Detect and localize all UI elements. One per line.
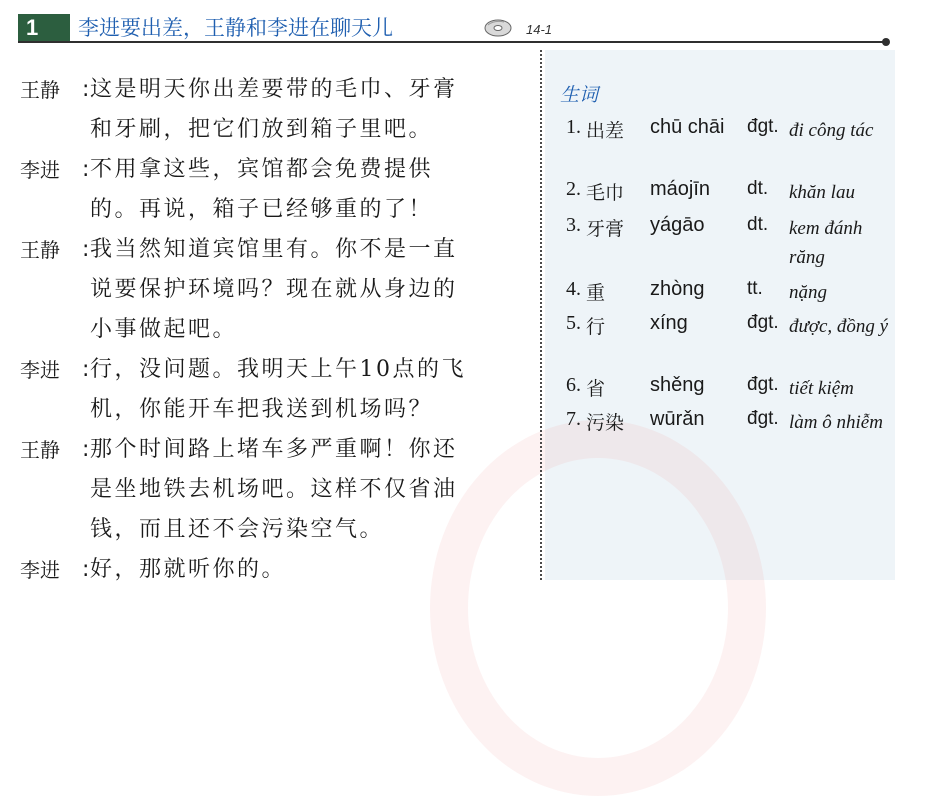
vocab-number: 7. <box>566 408 581 430</box>
section-number-text: 1 <box>26 15 39 40</box>
speaker-name: 王静 <box>20 438 60 462</box>
speaker-colon: : <box>82 357 90 382</box>
dialogue-line <box>20 550 500 590</box>
dialogue-text: 行，没问题。我明天上午10点的飞 <box>90 357 466 382</box>
dialogue-line <box>20 510 500 550</box>
vocab-number: 2. <box>566 178 581 200</box>
vocab-item <box>566 374 896 408</box>
dialogue-text: 是坐地铁去机场吧。这样不仅省油 <box>90 477 458 502</box>
dialogue-line <box>20 70 500 110</box>
speaker-name: 李进 <box>20 558 60 582</box>
speaker-colon: : <box>82 157 90 182</box>
vocab-hanzi: 毛巾 <box>586 182 625 204</box>
audio-track-label: 14-1 <box>526 22 553 37</box>
vocab-part-of-speech: đgt. <box>747 116 779 137</box>
dialogue-line <box>20 430 500 470</box>
vocab-meaning: làm ô nhiễm <box>789 412 883 433</box>
vocab-number: 4. <box>566 278 581 300</box>
vocab-part-of-speech: đgt. <box>747 312 779 333</box>
header-rule-dot <box>882 38 890 46</box>
vocab-pinyin: yágāo <box>650 214 705 236</box>
vocab-part-of-speech: tt. <box>747 278 763 299</box>
speaker-name: 王静 <box>20 78 60 102</box>
column-separator <box>540 50 542 580</box>
vocab-pinyin: xíng <box>650 312 688 334</box>
vocab-meaning: nặng <box>789 282 827 303</box>
vocab-hanzi: 牙膏 <box>586 218 625 240</box>
dialogue-text: 好，那就听你的。 <box>90 557 287 582</box>
vocab-pinyin: shěng <box>650 374 705 396</box>
vocab-item <box>566 278 896 312</box>
vocab-number: 5. <box>566 312 581 334</box>
vocab-pinyin: chū chāi <box>650 116 725 138</box>
vocab-part-of-speech: dt. <box>747 214 769 235</box>
vocab-meaning: khăn lau <box>789 182 855 203</box>
vocab-pinyin: zhòng <box>650 278 705 300</box>
header-rule <box>18 41 886 43</box>
vocab-hanzi: 重 <box>586 282 606 304</box>
vocab-number: 3. <box>566 214 581 236</box>
audio-cd-icon[interactable] <box>484 18 512 38</box>
vocab-hanzi: 污染 <box>586 412 625 434</box>
dialogue-text: 这是明天你出差要带的毛巾、牙膏 <box>90 77 458 102</box>
vocab-meaning: tiết kiệm <box>789 378 854 399</box>
dialogue-line <box>20 390 500 430</box>
dialogue-text: 不用拿这些，宾馆都会免费提供 <box>90 157 434 182</box>
dialogue-line <box>20 310 500 350</box>
dialogue-line <box>20 110 500 150</box>
dialogue <box>20 70 500 590</box>
dialogue-line <box>20 150 500 190</box>
vocab-hanzi: 出差 <box>586 120 625 142</box>
dialogue-text: 机，你能开车把我送到机场吗？ <box>90 397 434 422</box>
dialogue-text: 我当然知道宾馆里有。你不是一直 <box>90 237 458 262</box>
section-number <box>18 14 70 42</box>
vocab-title: 生词 <box>560 84 599 106</box>
dialogue-line <box>20 270 500 310</box>
vocab-item <box>566 116 896 178</box>
dialogue-line <box>20 350 500 390</box>
vocab-item <box>566 214 896 278</box>
speaker-colon: : <box>82 77 90 102</box>
vocab-pinyin: wūrǎn <box>650 408 705 430</box>
speaker-colon: : <box>82 557 90 582</box>
dialogue-text: 的。再说，箱子已经够重的了！ <box>90 197 434 222</box>
dialogue-text: 小事做起吧。 <box>90 317 238 342</box>
vocab-number: 6. <box>566 374 581 396</box>
section-title: 李进要出差，王静和李进在聊天儿 <box>78 16 393 40</box>
vocab-number: 1. <box>566 116 581 138</box>
dialogue-text: 那个时间路上堵车多严重啊！你还 <box>90 437 458 462</box>
dialogue-text: 说要保护环境吗？现在就从身边的 <box>90 277 458 302</box>
vocab-hanzi: 行 <box>586 316 606 338</box>
vocab-item <box>566 408 896 462</box>
vocab-list <box>566 116 896 462</box>
vocab-part-of-speech: đgt. <box>747 374 779 395</box>
dialogue-line <box>20 230 500 270</box>
speaker-colon: : <box>82 437 90 462</box>
speaker-name: 李进 <box>20 358 60 382</box>
vocab-part-of-speech: đgt. <box>747 408 779 429</box>
vocab-hanzi: 省 <box>586 378 606 400</box>
vocab-pinyin: máojīn <box>650 178 711 200</box>
dialogue-text: 钱，而且还不会污染空气。 <box>90 517 385 542</box>
dialogue-line <box>20 190 500 230</box>
dialogue-text: 和牙刷，把它们放到箱子里吧。 <box>90 117 434 142</box>
dialogue-line <box>20 470 500 510</box>
vocab-item <box>566 312 896 374</box>
vocab-meaning: đi công tác <box>789 120 874 141</box>
speaker-name: 李进 <box>20 158 60 182</box>
vocab-meaning: được, đồng ý <box>789 316 889 337</box>
vocab-meaning: kem đánh răng <box>789 218 863 268</box>
vocab-part-of-speech: dt. <box>747 178 769 199</box>
speaker-colon: : <box>82 237 90 262</box>
speaker-name: 王静 <box>20 238 60 262</box>
vocab-item <box>566 178 896 214</box>
